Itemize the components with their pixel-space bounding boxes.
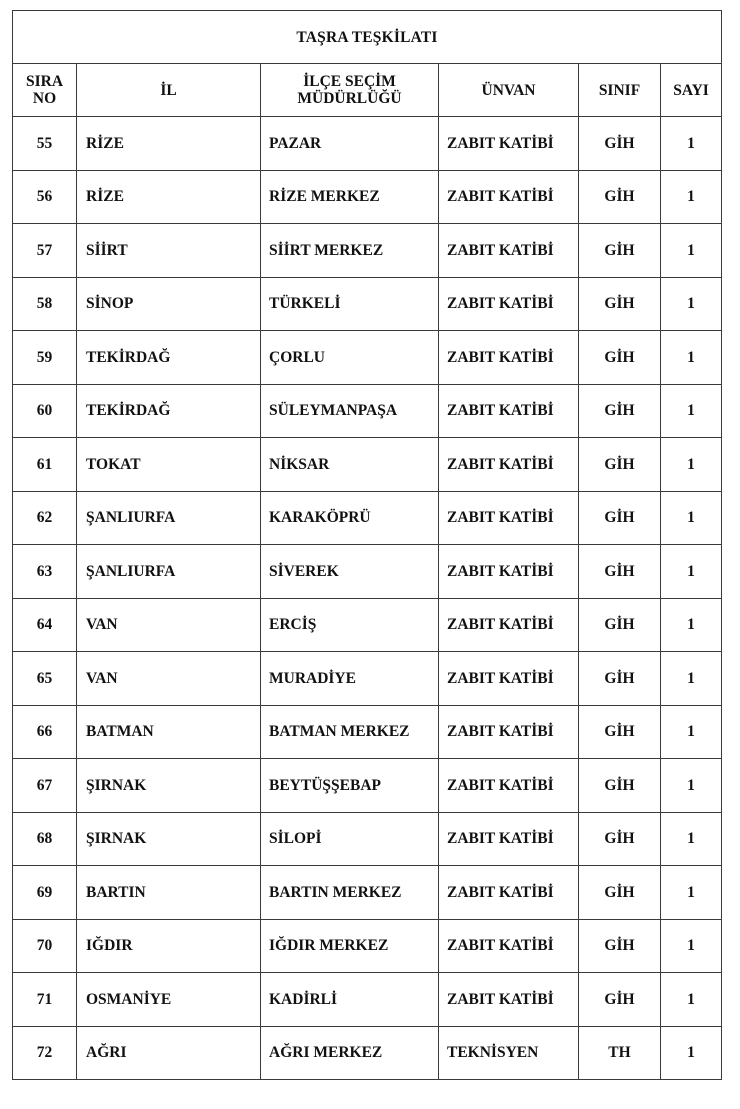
table-row	[13, 224, 722, 278]
cell-ilce: IĞDIR MERKEZ	[261, 919, 439, 973]
cell-sira-no: 60	[13, 384, 77, 438]
cell-il: BATMAN	[77, 705, 261, 759]
cell-sinif: GİH	[579, 170, 661, 224]
cell-sira-no: 69	[13, 866, 77, 920]
cell-ilce: TÜRKELİ	[261, 277, 439, 331]
cell-sinif: GİH	[579, 331, 661, 385]
cell-sayi: 1	[661, 759, 722, 813]
table-row	[13, 973, 722, 1027]
cell-ilce: BATMAN MERKEZ	[261, 705, 439, 759]
cell-unvan: ZABIT KATİBİ	[439, 919, 579, 973]
cell-sinif: GİH	[579, 384, 661, 438]
table-row	[13, 652, 722, 706]
cell-ilce: SİLOPİ	[261, 812, 439, 866]
cell-sira-no: 59	[13, 331, 77, 385]
cell-sira-no: 61	[13, 438, 77, 492]
cell-ilce: ERCİŞ	[261, 598, 439, 652]
cell-sayi: 1	[661, 652, 722, 706]
cell-sayi: 1	[661, 1026, 722, 1080]
cell-ilce: PAZAR	[261, 117, 439, 171]
cell-sinif: TH	[579, 1026, 661, 1080]
cell-sinif: GİH	[579, 973, 661, 1027]
cell-unvan: ZABIT KATİBİ	[439, 545, 579, 599]
cell-sira-no: 70	[13, 919, 77, 973]
cell-sira-no: 58	[13, 277, 77, 331]
table-row	[13, 705, 722, 759]
cell-unvan: ZABIT KATİBİ	[439, 973, 579, 1027]
cell-sayi: 1	[661, 545, 722, 599]
cell-sira-no: 71	[13, 973, 77, 1027]
cell-sayi: 1	[661, 866, 722, 920]
cell-ilce: MURADİYE	[261, 652, 439, 706]
header-sira-no	[13, 64, 77, 117]
cell-unvan: ZABIT KATİBİ	[439, 866, 579, 920]
cell-sinif: GİH	[579, 759, 661, 813]
table-row	[13, 919, 722, 973]
document-sheet	[12, 10, 721, 1080]
cell-il: SİNOP	[77, 277, 261, 331]
table-row	[13, 438, 722, 492]
table-title: TAŞRA TEŞKİLATI	[13, 11, 722, 64]
cell-unvan: TEKNİSYEN	[439, 1026, 579, 1080]
cell-sayi: 1	[661, 117, 722, 171]
cell-sayi: 1	[661, 973, 722, 1027]
table-title-row	[13, 11, 722, 64]
cell-ilce: SÜLEYMANPAŞA	[261, 384, 439, 438]
cell-il: VAN	[77, 598, 261, 652]
cell-il: ŞIRNAK	[77, 812, 261, 866]
cell-ilce: ÇORLU	[261, 331, 439, 385]
cell-unvan: ZABIT KATİBİ	[439, 384, 579, 438]
cell-ilce: AĞRI MERKEZ	[261, 1026, 439, 1080]
cell-sayi: 1	[661, 170, 722, 224]
cell-sayi: 1	[661, 919, 722, 973]
cell-unvan: ZABIT KATİBİ	[439, 491, 579, 545]
cell-ilce: KADİRLİ	[261, 973, 439, 1027]
cell-sayi: 1	[661, 491, 722, 545]
cell-il: BARTIN	[77, 866, 261, 920]
cell-unvan: ZABIT KATİBİ	[439, 277, 579, 331]
cell-sinif: GİH	[579, 117, 661, 171]
cell-sira-no: 63	[13, 545, 77, 599]
table-row	[13, 866, 722, 920]
table-row	[13, 170, 722, 224]
cell-il: IĞDIR	[77, 919, 261, 973]
cell-sira-no: 72	[13, 1026, 77, 1080]
cell-sinif: GİH	[579, 812, 661, 866]
cell-sinif: GİH	[579, 277, 661, 331]
table-row	[13, 384, 722, 438]
cell-sinif: GİH	[579, 598, 661, 652]
cell-sinif: GİH	[579, 652, 661, 706]
cell-il: OSMANİYE	[77, 973, 261, 1027]
staff-table	[12, 10, 722, 1080]
cell-ilce: SİVEREK	[261, 545, 439, 599]
cell-il: ŞIRNAK	[77, 759, 261, 813]
cell-unvan: ZABIT KATİBİ	[439, 224, 579, 278]
cell-il: RİZE	[77, 117, 261, 171]
cell-il: AĞRI	[77, 1026, 261, 1080]
cell-sira-no: 57	[13, 224, 77, 278]
cell-sinif: GİH	[579, 545, 661, 599]
cell-unvan: ZABIT KATİBİ	[439, 117, 579, 171]
cell-sayi: 1	[661, 331, 722, 385]
cell-sayi: 1	[661, 384, 722, 438]
cell-sayi: 1	[661, 598, 722, 652]
cell-il: TEKİRDAĞ	[77, 331, 261, 385]
cell-unvan: ZABIT KATİBİ	[439, 812, 579, 866]
header-unvan: ÜNVAN	[439, 64, 579, 117]
header-sayi: SAYI	[661, 64, 722, 117]
cell-sayi: 1	[661, 224, 722, 278]
cell-il: RİZE	[77, 170, 261, 224]
cell-sira-no: 65	[13, 652, 77, 706]
header-sira-line2: NO	[32, 90, 57, 107]
cell-sira-no: 64	[13, 598, 77, 652]
cell-sira-no: 68	[13, 812, 77, 866]
cell-sinif: GİH	[579, 919, 661, 973]
cell-ilce: BEYTÜŞŞEBAP	[261, 759, 439, 813]
header-il: İL	[77, 64, 261, 117]
cell-sira-no: 56	[13, 170, 77, 224]
table-row	[13, 598, 722, 652]
cell-il: VAN	[77, 652, 261, 706]
cell-sayi: 1	[661, 705, 722, 759]
cell-ilce: SİİRT MERKEZ	[261, 224, 439, 278]
cell-sinif: GİH	[579, 866, 661, 920]
cell-il: ŞANLIURFA	[77, 545, 261, 599]
header-sira-line1: SIRA	[25, 73, 64, 90]
cell-unvan: ZABIT KATİBİ	[439, 331, 579, 385]
table-row	[13, 812, 722, 866]
cell-il: TOKAT	[77, 438, 261, 492]
cell-unvan: ZABIT KATİBİ	[439, 759, 579, 813]
cell-sira-no: 67	[13, 759, 77, 813]
cell-il: SİİRT	[77, 224, 261, 278]
cell-sinif: GİH	[579, 224, 661, 278]
cell-ilce: RİZE MERKEZ	[261, 170, 439, 224]
table-header-row	[13, 64, 722, 117]
cell-sinif: GİH	[579, 438, 661, 492]
cell-unvan: ZABIT KATİBİ	[439, 705, 579, 759]
table-row	[13, 331, 722, 385]
cell-sayi: 1	[661, 438, 722, 492]
cell-unvan: ZABIT KATİBİ	[439, 598, 579, 652]
table-row	[13, 759, 722, 813]
cell-il: ŞANLIURFA	[77, 491, 261, 545]
cell-il: TEKİRDAĞ	[77, 384, 261, 438]
table-row	[13, 545, 722, 599]
cell-sira-no: 55	[13, 117, 77, 171]
cell-sayi: 1	[661, 277, 722, 331]
cell-sinif: GİH	[579, 491, 661, 545]
cell-sira-no: 62	[13, 491, 77, 545]
cell-unvan: ZABIT KATİBİ	[439, 438, 579, 492]
cell-ilce: BARTIN MERKEZ	[261, 866, 439, 920]
header-ilce-line1: İLÇE SEÇİM	[303, 73, 396, 90]
table-body	[13, 117, 722, 1080]
cell-sira-no: 66	[13, 705, 77, 759]
table-row	[13, 117, 722, 171]
cell-ilce: NİKSAR	[261, 438, 439, 492]
header-ilce	[261, 64, 439, 117]
table-row	[13, 1026, 722, 1080]
table-row	[13, 491, 722, 545]
table-row	[13, 277, 722, 331]
header-ilce-line2: MÜDÜRLÜĞÜ	[297, 90, 402, 107]
cell-ilce: KARAKÖPRÜ	[261, 491, 439, 545]
header-sinif: SINIF	[579, 64, 661, 117]
cell-unvan: ZABIT KATİBİ	[439, 652, 579, 706]
cell-sayi: 1	[661, 812, 722, 866]
cell-unvan: ZABIT KATİBİ	[439, 170, 579, 224]
cell-sinif: GİH	[579, 705, 661, 759]
